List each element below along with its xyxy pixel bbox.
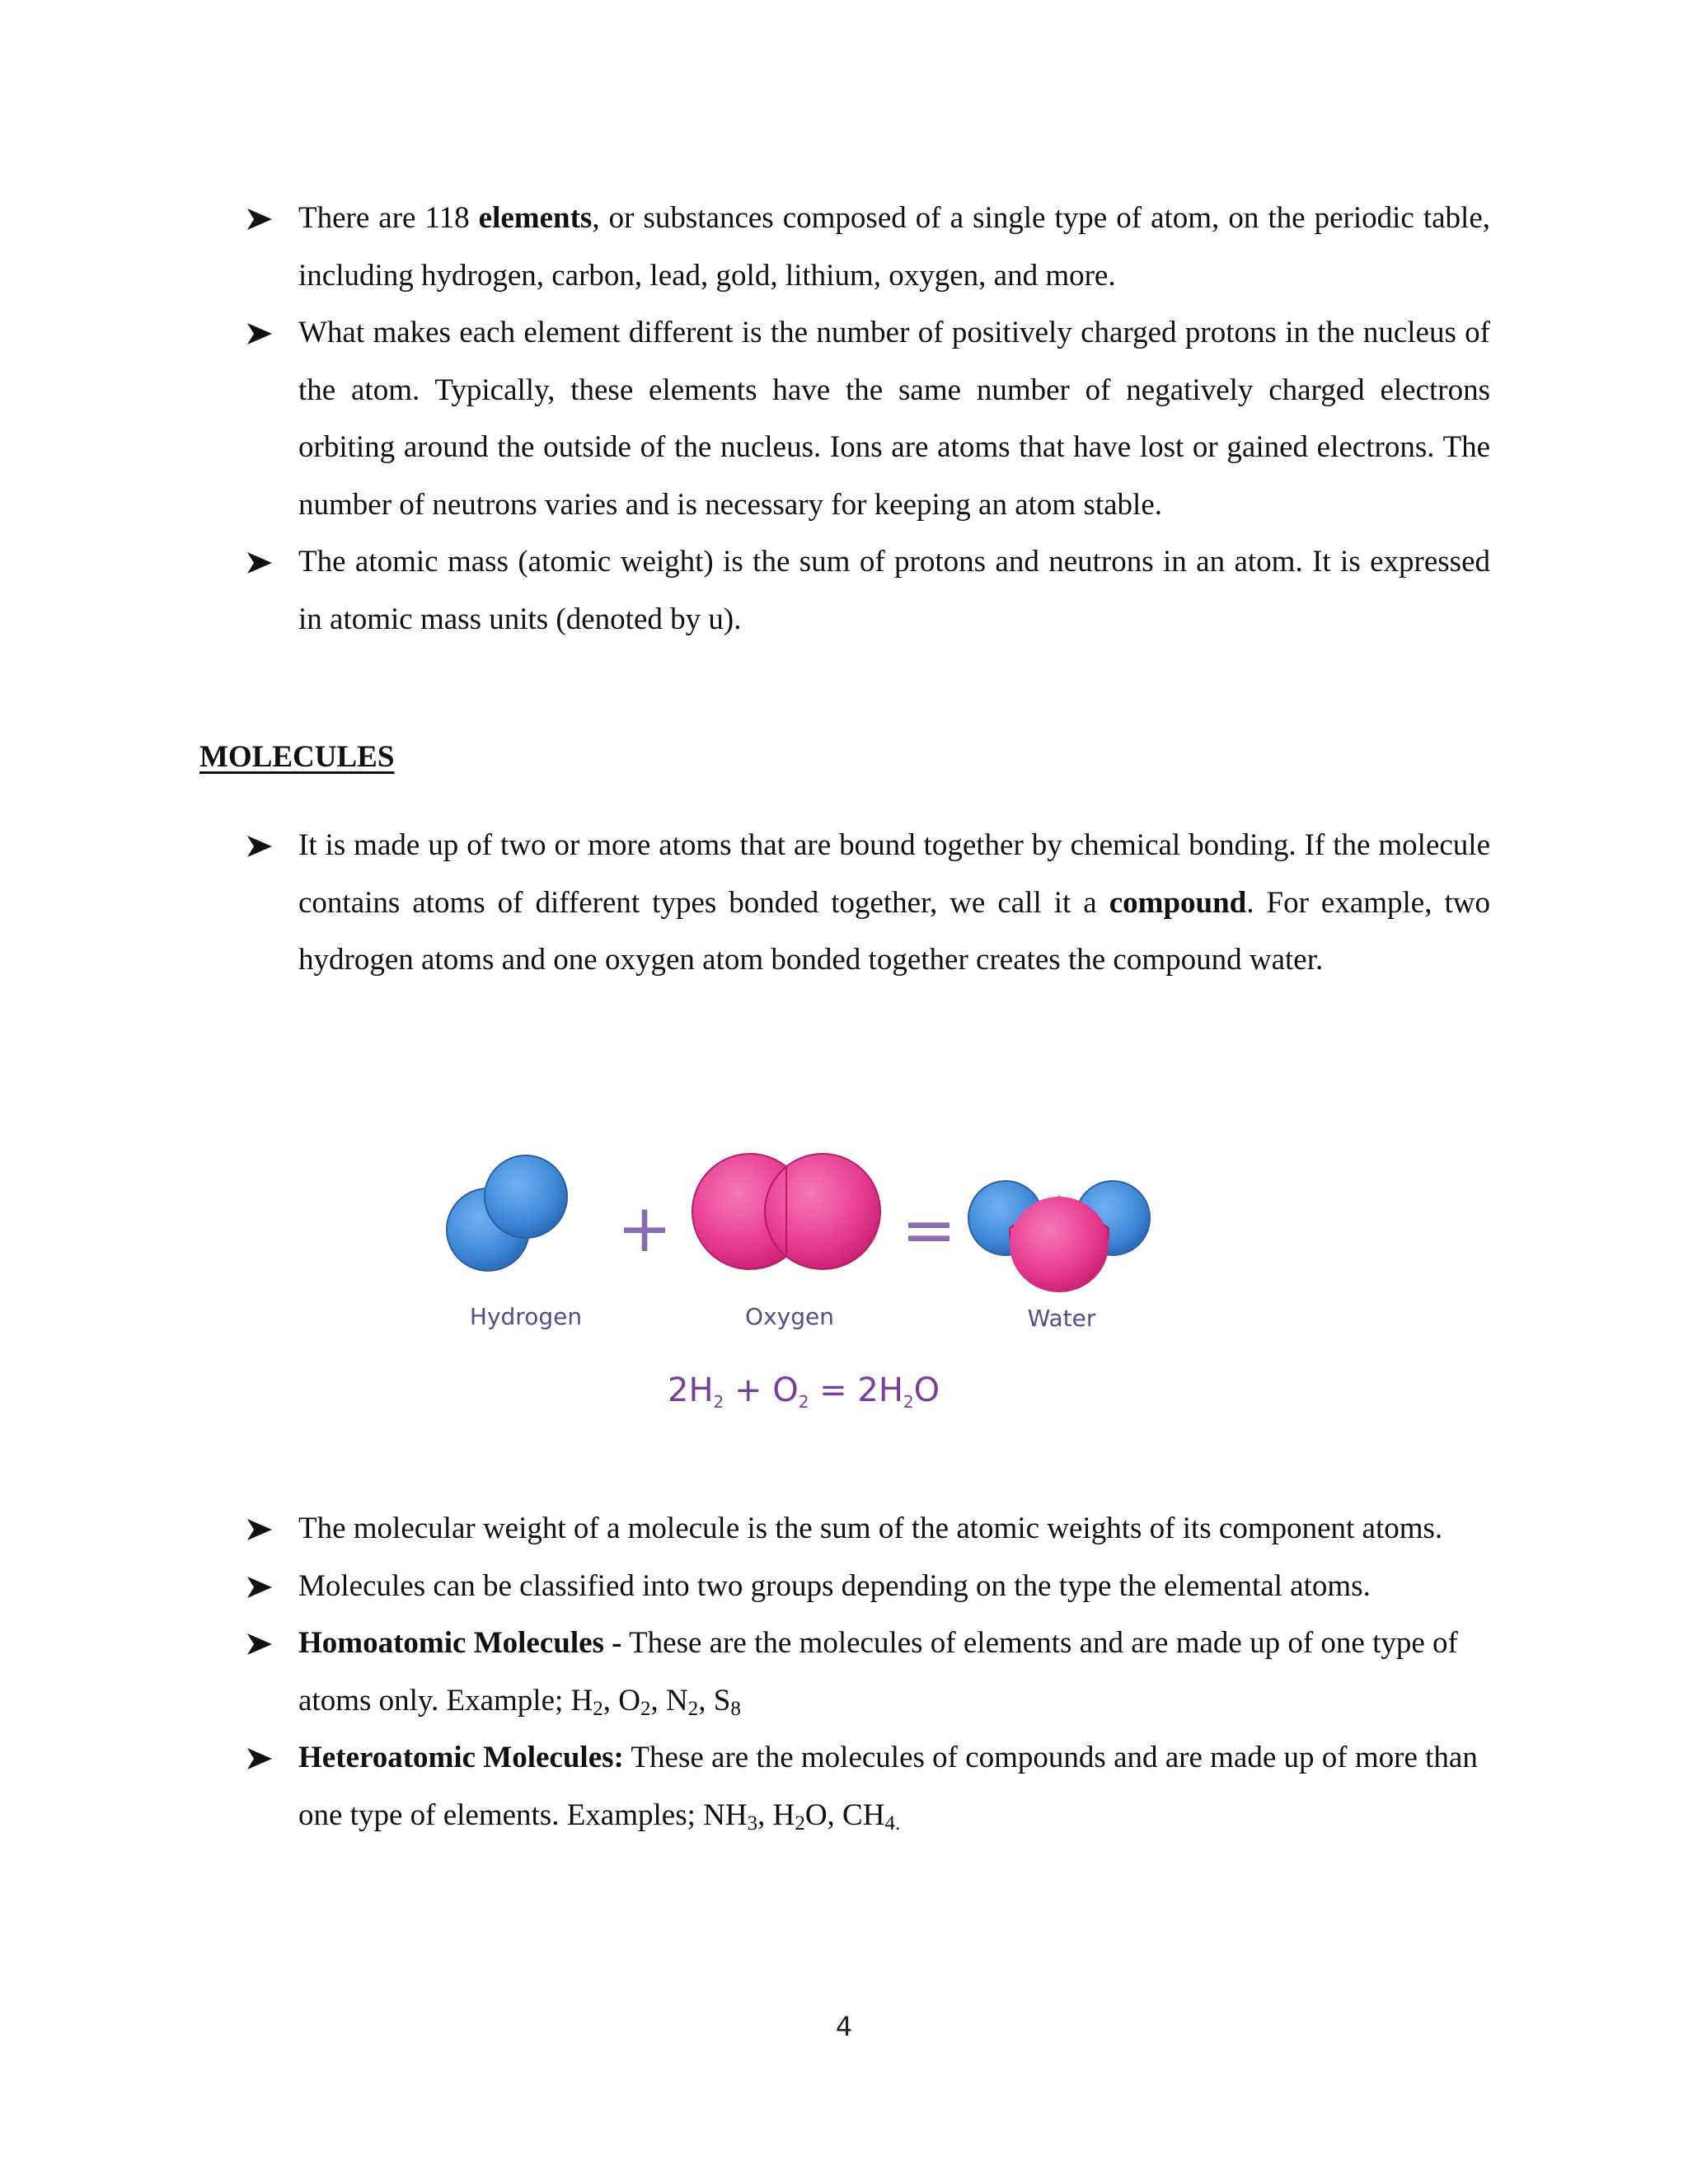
list-item	[239, 1500, 1490, 1558]
arrow-bullet-icon	[247, 1519, 272, 1540]
arrow-bullet-icon	[247, 552, 272, 574]
bullet-text: The atomic mass (atomic weight) is the sum of protons and neutrons in an atom. It is expressed in atomic mass units (denoted by u).	[298, 545, 1490, 636]
page-number: 4	[835, 2011, 853, 2042]
arrow-bullet-icon	[247, 209, 272, 230]
bullet-text: , H	[757, 1797, 795, 1832]
hydrogen-molecule-icon	[447, 1155, 567, 1271]
bullet-bold-text: elements	[478, 201, 593, 235]
chemical-equation: $2H_2 + O_2 = 2H_2O$	[668, 1371, 940, 1412]
water-formation-diagram	[429, 1129, 1261, 1442]
bullet-text: O, CH	[804, 1797, 885, 1832]
list-item	[239, 817, 1490, 989]
bullet-text: , N	[650, 1683, 688, 1718]
section-heading: MOLECULES	[199, 740, 395, 774]
bullet-text: What makes each element different is the number of positively charged protons in the nucleus of the atom. Typically, these elements have the same number of negatively charged electrons orbiting around the outside of the nucleus. Ions are atoms that have lost or gained electrons. The number of neutrons varies and is necessary for keeping an atom stable.	[298, 316, 1490, 522]
subscript: 2	[795, 1811, 805, 1835]
subscript: 4.	[884, 1811, 901, 1835]
oxygen-label: Oxygen	[745, 1303, 834, 1330]
arrow-bullet-icon	[247, 1577, 272, 1598]
bullet-text: . For example, two hydrogen atoms and one oxygen atom bonded together creates the compound water.	[298, 885, 1490, 977]
arrow-bullet-icon	[247, 1633, 272, 1655]
arrow-bullet-icon	[247, 836, 272, 857]
list-item	[239, 190, 1490, 304]
hydrogen-label: Hydrogen	[469, 1303, 583, 1330]
plus-sign: +	[617, 1190, 673, 1267]
list-item	[239, 1558, 1490, 1615]
bullet-text: The molecular weight of a molecule is the sum of the atomic weights of its component atoms.	[298, 1511, 1443, 1545]
bullet-bold-text: Heteroatomic Molecules:	[298, 1741, 624, 1774]
water-molecule-icon	[968, 1181, 1150, 1292]
bullet-text: , O	[603, 1683, 640, 1718]
oxygen-molecule-icon	[692, 1154, 880, 1269]
subscript: 3	[747, 1811, 758, 1835]
molecules-bullet-list	[239, 817, 1490, 989]
bullet-text: It is made up of two or more atoms that are bound together by chemical bonding. If the molecule contains atoms of different types bonded together, we call it a	[298, 828, 1490, 920]
subscript: 2	[593, 1697, 603, 1720]
list-item	[239, 533, 1490, 648]
bullet-text: These are the molecules of elements and are made up of one type of atoms only. Example; H	[298, 1626, 1458, 1718]
bullet-bold-text: Homoatomic Molecules -	[298, 1626, 622, 1660]
bullet-text: , or substances composed of a single type of atom, on the periodic table, including hydrogen, carbon, lead, gold, lithium, oxygen, and more.	[298, 201, 1490, 293]
list-item	[239, 1729, 1490, 1844]
subscript: 2	[640, 1697, 651, 1720]
equals-sign: =	[901, 1192, 957, 1268]
bullet-text: There are 118	[298, 201, 479, 235]
bullet-text: These are the molecules of compounds and are made up of more than one type of elements. Examples; NH	[298, 1741, 1478, 1832]
subscript: 2	[687, 1697, 699, 1720]
arrow-bullet-icon	[247, 323, 272, 344]
bullet-bold-text: compound	[1109, 885, 1247, 920]
water-label: Water	[1027, 1305, 1096, 1332]
arrow-bullet-icon	[247, 1748, 272, 1769]
bullet-text: Molecules can be classified into two groups depending on the type the elemental atoms.	[298, 1568, 1371, 1603]
molecule-facts-bullet-list	[239, 1500, 1490, 1844]
elements-bullet-list	[239, 190, 1490, 648]
list-item	[239, 1615, 1490, 1729]
subscript: 8	[730, 1697, 741, 1720]
list-item	[239, 304, 1490, 533]
bullet-text: , S	[698, 1683, 731, 1718]
